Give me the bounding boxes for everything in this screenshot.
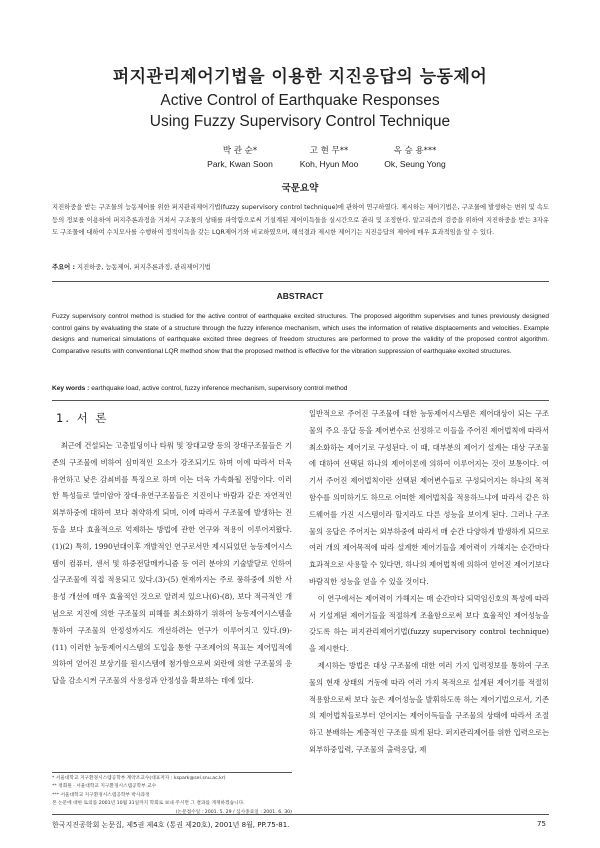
footer-divider (52, 814, 549, 815)
author-name-en: Koh, Hyun Moo (299, 159, 359, 169)
section-title: 서 론 (76, 411, 109, 425)
divider (52, 281, 549, 282)
english-keywords-list: earthquake load, active control, fuzzy inference mechanism, supervisory control method (91, 385, 348, 392)
footnote: ** 정회원 · 서울대학교 지구환경시스템공학부 교수 (52, 784, 157, 790)
korean-keywords-label: 주요어 : (52, 264, 75, 271)
submission-dates: (논문접수일 : 2001. 5. 29 / 심사종료일 : 2001. 6. 30) (175, 809, 292, 815)
english-abstract-text: Fuzzy supervisory control method is studied for the active control of earthquake excited structures. The proposed algorithm supervises and tunes previously designed control gains by evaluating the state of a structure through the fuzzy inference mechanism, which uses the information of relative displacements and velocities. Example designs and numerical simulations of earthquake excited three degrees of freedom structures are performed to prove the validity of the proposed control algorithm. Comparative results with conventional LQR method show that the proposed method is effective for the vibration suppression of earthquake excited structures. (52, 313, 549, 355)
left-column (52, 438, 292, 690)
title-english-line-1: Active Control of Earthquake Responses (160, 92, 440, 109)
section-number: 1. (56, 411, 71, 425)
korean-keywords-list: 지진하중, 능동제어, 퍼지추론과정, 관리제어기법 (76, 264, 211, 271)
korean-keywords (52, 262, 549, 271)
page-number: 75 (537, 820, 546, 828)
footnote: *** 서울대학교 지구환경시스템공학부 박사과정 (52, 792, 150, 798)
paragraph: 일반적으로 주어진 구조물에 대한 능동제어시스템은 제어대상이 되는 구조물의 주요 응답 등을 제어변수로 선정하고 이들을 주어진 제어법칙에 따라서 최소화하는 제어기로 구성된다. 이 때, 대부분의 제어기 설계는 대상 구조물에 대하여 선택된 하나의 제어이론에 의하여 이루어지는 것이 보통이다. 여기서 주어진 제어법칙이란 선택된 제어변수들로 구성되어지는 하나의 목적함수를 의미하기도 하므로 어떠한 제어법칙을 적용하느냐에 따라서 같은 하드웨어를 가진 시스템이라 할지라도 다른 성능을 보이게 된다. 그러나 구조물의 응답은 주어지는 외부하중에 따라서 매 순간 다양하게 발생하게 되므로 여러 개의 제어목적에 따라 설계한 제어기들을 제어력이 가해지는 순간마다 효과적으로 사용할 수 있다면, 하나의 제어법칙에 의하여 얻어진 제어기보다 바람직한 성능을 얻을 수 있을 것이다. (309, 409, 549, 586)
section-heading (56, 410, 109, 426)
footnote-divider (52, 772, 292, 773)
author-name-en: Park, Kwan Soon (207, 159, 273, 169)
paragraph: 이 연구에서는 제어력이 가해지는 매 순간마다 되먹임신호의 특성에 따라서 기설계된 제어기들을 적절하게 조율함으로써 보다 효율적인 제어성능을 갖도록 하는 퍼지관리제어기법(fuzzy supervisory control technique)을 제시한다. (309, 593, 549, 654)
english-abstract-heading: ABSTRACT (276, 291, 324, 301)
author-3 (355, 145, 475, 171)
paragraph: 제시하는 방법은 대상 구조물에 대한 여러 가지 입력정보를 통하여 구조물의 현재 상태의 거동에 따라 여러 가지 목적으로 설계된 제어기를 적절히 적용함으로써 보다 높은 제어성능을 발휘하도록 하는 제어기법으로서, 기존의 제어법칙들로부터 얻어지는 제어이득들을 구조물의 상태에 따라서 조절하고 분배하는 계층적인 구조를 띄게 된다. 퍼지관리제어를 위한 입력으로는 외부하중입력, 구조물의 출력응답, 제 (309, 660, 549, 754)
english-keywords-label: Key words : (52, 385, 90, 392)
author-name-en: Ok, Seung Yong (384, 159, 446, 169)
title-english-line-2: Using Fuzzy Supervisory Control Technique (149, 113, 451, 130)
author-name-ko: 옥 승 용*** (393, 146, 437, 156)
right-column (309, 406, 549, 759)
korean-abstract-heading: 국문요약 (281, 183, 319, 194)
paragraph: 최근에 건설되는 고층빌딩이나 타워 및 장대교량 등의 장대구조물들은 기존의 구조물에 비하여 심미적인 요소가 강조되기도 하며 이에 따라서 더욱 유연하고 낮은 감쇠비를 특징으로 하며 이는 더욱 가속화될 전망이다. 이러한 특성들로 말미암아 장대·유연구조물들은 지진이나 바람과 같은 자연적인 외부하중에 대하여 보다 취약하게 되며, 이에 따라서 구조물에 발생하는 진동을 보다 효율적으로 억제하는 방법에 관한 연구와 적용이 이루어져왔다.(1)(2) 특히, 1990년대이후 개발적인 연구로서만 제시되었던 능동제어시스템이 컴퓨터, 센서 및 하중전달메카니즘 등 여러 분야의 기술발달로 인하여 실구조물에 직접 적용되고 있다.(3)-(5) 현재까지는 주로 풍하중에 의한 사용성 개선에 매우 효율적인 것으로 알려져 있으나(6)-(8), 보다 적극적인 개념으로 지진에 의한 구조물의 피해를 최소화하기 위하여 능동제어시스템을 통하여 구조물의 안정성까지도 개선하려는 연구가 이루어지고 있다.(9)-(11) 이러한 능동제어시스템의 도입을 통한 구조제어의 목표는 제어밉적에 의하여 얻어진 보상기를 원시스템에 첨가함으로써 외란에 의한 구조물의 응답을 감소시켜 구조물의 사용성과 안정성을 확보하는 데에 있다. (52, 441, 292, 686)
footnote: 본 논문에 대한 토의를 2001년 10월 31일까지 학회로 보내 주시면 그 결과를 게재하겠습니다. (52, 801, 245, 807)
footnotes (52, 775, 292, 817)
journal-citation: 한국지진공학회 논문집, 제5권 제4호 (통권 제20호), 2001년 8월, PP.75-81. (52, 821, 290, 829)
author-name-ko: 고 현 무** (309, 146, 349, 156)
english-keywords (52, 385, 549, 392)
footnote: * 서울대학교 지구환경시스템공학부 계약조교수(대표저자 : kspark@sel.snu.ac.kr) (52, 776, 226, 781)
divider (52, 400, 549, 401)
author-name-ko: 박 관 순* (222, 146, 258, 156)
title-korean: 퍼지관리제어기법을 이용한 지진응답의 능동제어 (112, 67, 488, 87)
korean-abstract-text: 지진하중을 받는 구조물의 능동제어를 위한 퍼지관리제어기법(fuzzy supervisory control technique)에 관하여 연구하였다. 제시하는 제어기법은, 구조물에 발생하는 변위 및 속도 등의 정보를 이용하여 퍼지추론과정을 거쳐서 구조물의 상태를 파악함으로써 기설계된 제어이득들을 실시간으로 관리 및 조정한다. 알고리즘의 검증을 위하여 지진하중을 받는 3자유도 구조물에 대하여 수치모사를 수행하여 정적이득을 갖는 LQR제어기와 비교하였으며, 해석결과 제시한 제어기는 지진응답의 제어에 매우 효과적임을 알 수 있다. (52, 204, 549, 237)
